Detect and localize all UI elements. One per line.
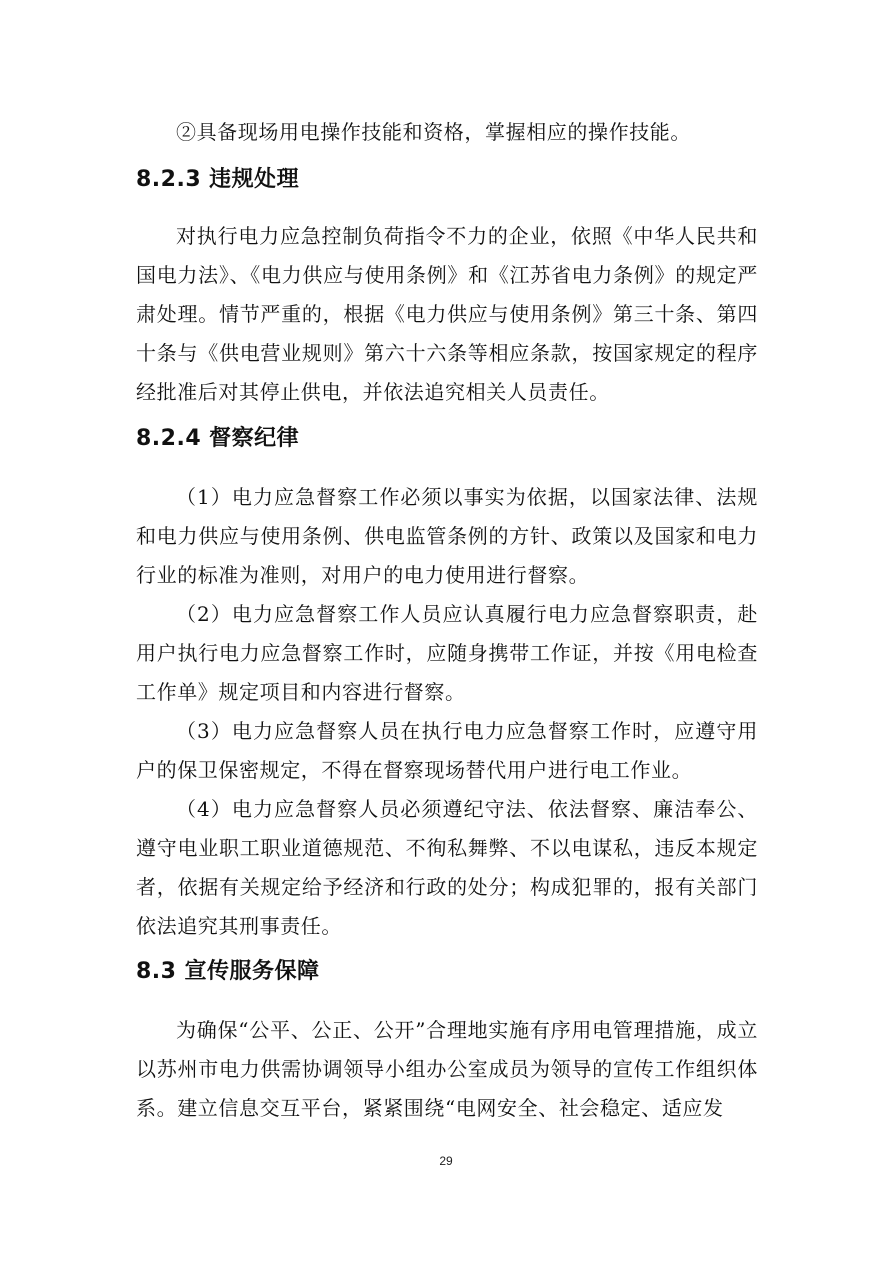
section-heading-8-2-4 [136, 424, 758, 454]
section-title: 督察纪律 [209, 426, 300, 451]
paragraph-discipline-1: （1）电力应急督察工作必须以事实为依据，以国家法律、法规和电力供应与使用条例、供电监管条例的方针、政策以及国家和电力行业的标准为准则，对用户的电力使用进行督察。 [136, 485, 758, 587]
section-number: 8.2.4 [136, 426, 202, 451]
paragraph-qualification: ②具备现场用电操作技能和资格，掌握相应的操作技能。 [176, 120, 691, 144]
section-number: 8.2.3 [136, 167, 202, 192]
section-heading-8-2-3 [136, 165, 758, 195]
paragraph-discipline-2: （2）电力应急督察工作人员应认真履行电力应急督察职责，赴用户执行电力应急督察工作时，应随身携带工作证，并按《用电检查工作单》规定项目和内容进行督察。 [136, 602, 758, 704]
section-heading-8-3 [136, 957, 758, 987]
paragraph-violation-handling: 对执行电力应急控制负荷指令不力的企业，依照《中华人民共和国电力法》、《电力供应与使用条例》和《江苏省电力条例》的规定严肃处理。情节严重的，根据《电力供应与使用条例》第三十条、第四十条与《供电营业规则》第六十六条等相应条款，按国家规定的程序经批准后对其停止供电，并依法追究相关人员责任。 [136, 224, 758, 404]
paragraph-discipline-4: （4）电力应急督察人员必须遵纪守法、依法督察、廉洁奉公、遵守电业职工职业道德规范、不徇私舞弊、不以电谋私，违反本规定者，依据有关规定给予经济和行政的处分；构成犯罪的，报有关部门依法追究其刑事责任。 [136, 797, 758, 938]
paragraph-discipline-3: （3）电力应急督察人员在执行电力应急督察工作时，应遵守用户的保卫保密规定，不得在督察现场替代用户进行电工作业。 [136, 719, 758, 782]
section-number: 8.3 [136, 959, 177, 984]
section-title: 违规处理 [209, 167, 300, 192]
section-title: 宣传服务保障 [184, 959, 320, 984]
page-number: 29 [439, 1154, 453, 1168]
paragraph-publicity: 为确保“公平、公正、公开”合理地实施有序用电管理措施，成立以苏州市电力供需协调领导小组办公室成员为领导的宣传工作组织体系。建立信息交互平台，紧紧围绕“电网安全、社会稳定、适应发 [136, 1018, 758, 1120]
